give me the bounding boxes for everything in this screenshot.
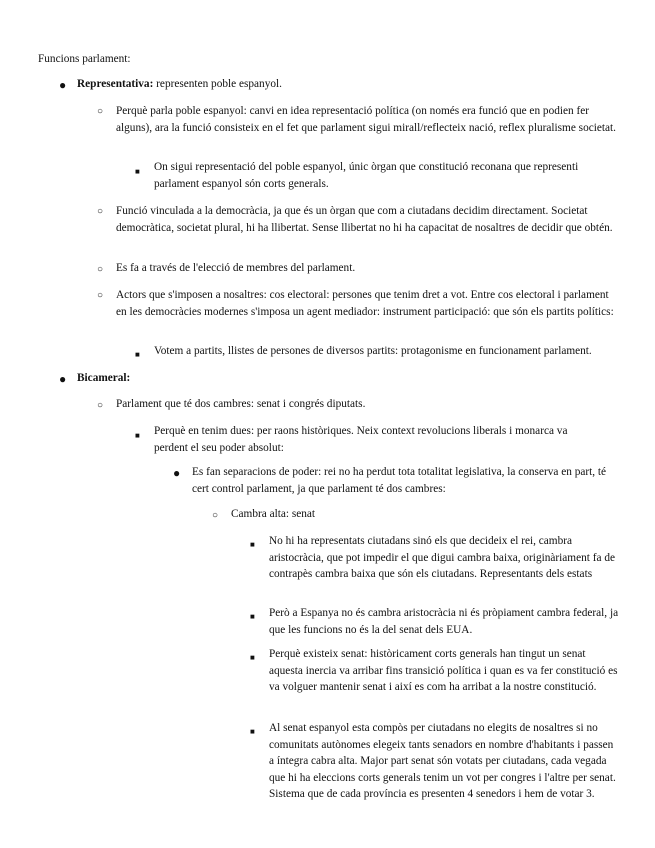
- list-item: Perquè existeix senat: històricament corts generals han tingut un senat aquesta inercia va arribar fins transició política i quan es va fer constitució es va volguer mantenir senat i així es com ha arribat a la nostre constitució.: [269, 648, 618, 693]
- square-bullet-icon: ■: [135, 431, 140, 440]
- square-bullet-icon: ■: [135, 167, 140, 176]
- circle-bullet-icon: ○: [97, 264, 104, 275]
- section-representativa: [77, 76, 617, 93]
- circle-bullet-icon: ○: [212, 510, 219, 521]
- square-bullet-icon: ■: [250, 727, 255, 736]
- list-item: Cambra alta: senat: [231, 508, 316, 520]
- list-item: On sigui representació del poble espanyol, únic òrgan que constitució reconana que representi parlament espanyol són corts generals.: [154, 161, 579, 190]
- section-bicameral: [77, 370, 617, 387]
- circle-bullet-icon: ○: [97, 106, 104, 117]
- list-item: Actors que s'imposen a nosaltres: cos electoral: persones que tenim dret a vot. Entre cos electoral i parlament en les democràcies modernes s'imposa un agent mediador: instrument participació: que són els partits polítics:: [116, 289, 614, 318]
- disc-bullet-icon: ●: [59, 372, 67, 386]
- list-item: Es fan separacions de poder: rei no ha perdut tota totalitat legislativa, la conserva en part, té cert control parlament, ja que parlament té dos cambres:: [192, 466, 607, 495]
- list-item: Perquè en tenim dues: per raons històriques. Neix context revolucions liberals i monarca va perdent el seu poder absolut:: [154, 425, 568, 454]
- section-label: Representativa:: [77, 78, 154, 90]
- circle-bullet-icon: ○: [97, 400, 104, 411]
- disc-bullet-icon: ●: [59, 78, 67, 92]
- list-item: Perquè parla poble espanyol: canvi en idea representació política (on només era funció que en podien fer alguns), ara la funció consisteix en el fet que parlament sigui mirall/reflecteix nació, reflex pluralisme societat.: [116, 105, 617, 134]
- list-item: Parlament que té dos cambres: senat i congrés diputats.: [116, 398, 366, 410]
- list-item: Es fa a través de l'elecció de membres del parlament.: [116, 262, 356, 274]
- document-title: Funcions parlament:: [38, 53, 131, 65]
- list-item: Funció vinculada a la democràcia, ja que és un òrgan que com a ciutadans decidim directament. Societat democràtica, societat plural, hi ha llibertat. Sense llibertat no hi ha capacitat de nosaltres de decidir que obtén.: [116, 205, 613, 234]
- square-bullet-icon: ■: [250, 653, 255, 662]
- list-item: Votem a partits, llistes de persones de diversos partits: protagonisme en funcionament parlament.: [154, 345, 592, 357]
- list-item: Al senat espanyol esta compòs per ciutadans no elegits de nosaltres si no comunitats autònomes elegeix tants senadors en nombre d'habitants i passen a íntegra cabra alta. Major part senat són votats per ciutadans, cada vegada que hi ha eleccions corts generals tenim un vot per congres i l'altre per senat. Sistema que de cada província es presenten 4 senedors i hem de votar 3.: [269, 722, 616, 800]
- square-bullet-icon: ■: [250, 612, 255, 621]
- list-item: No hi ha representats ciutadans sinó els que decideix el rei, cambra aristocràcia, que pot impedir el que digui cambra baixa, originàriament fa de contrapès cambra baixa que són els ciutadans. Representants dels estats: [269, 535, 615, 580]
- section-label: Bicameral:: [77, 372, 131, 384]
- square-bullet-icon: ■: [135, 350, 140, 359]
- disc-bullet-icon: ●: [173, 466, 181, 480]
- circle-bullet-icon: ○: [97, 290, 104, 301]
- square-bullet-icon: ■: [250, 540, 255, 549]
- section-text: representen poble espanyol.: [153, 78, 282, 90]
- circle-bullet-icon: ○: [97, 206, 104, 217]
- list-item: Però a Espanya no és cambra aristocràcia ni és pròpiament cambra federal, ja que les funcions no és la del senat dels EUA.: [269, 607, 619, 636]
